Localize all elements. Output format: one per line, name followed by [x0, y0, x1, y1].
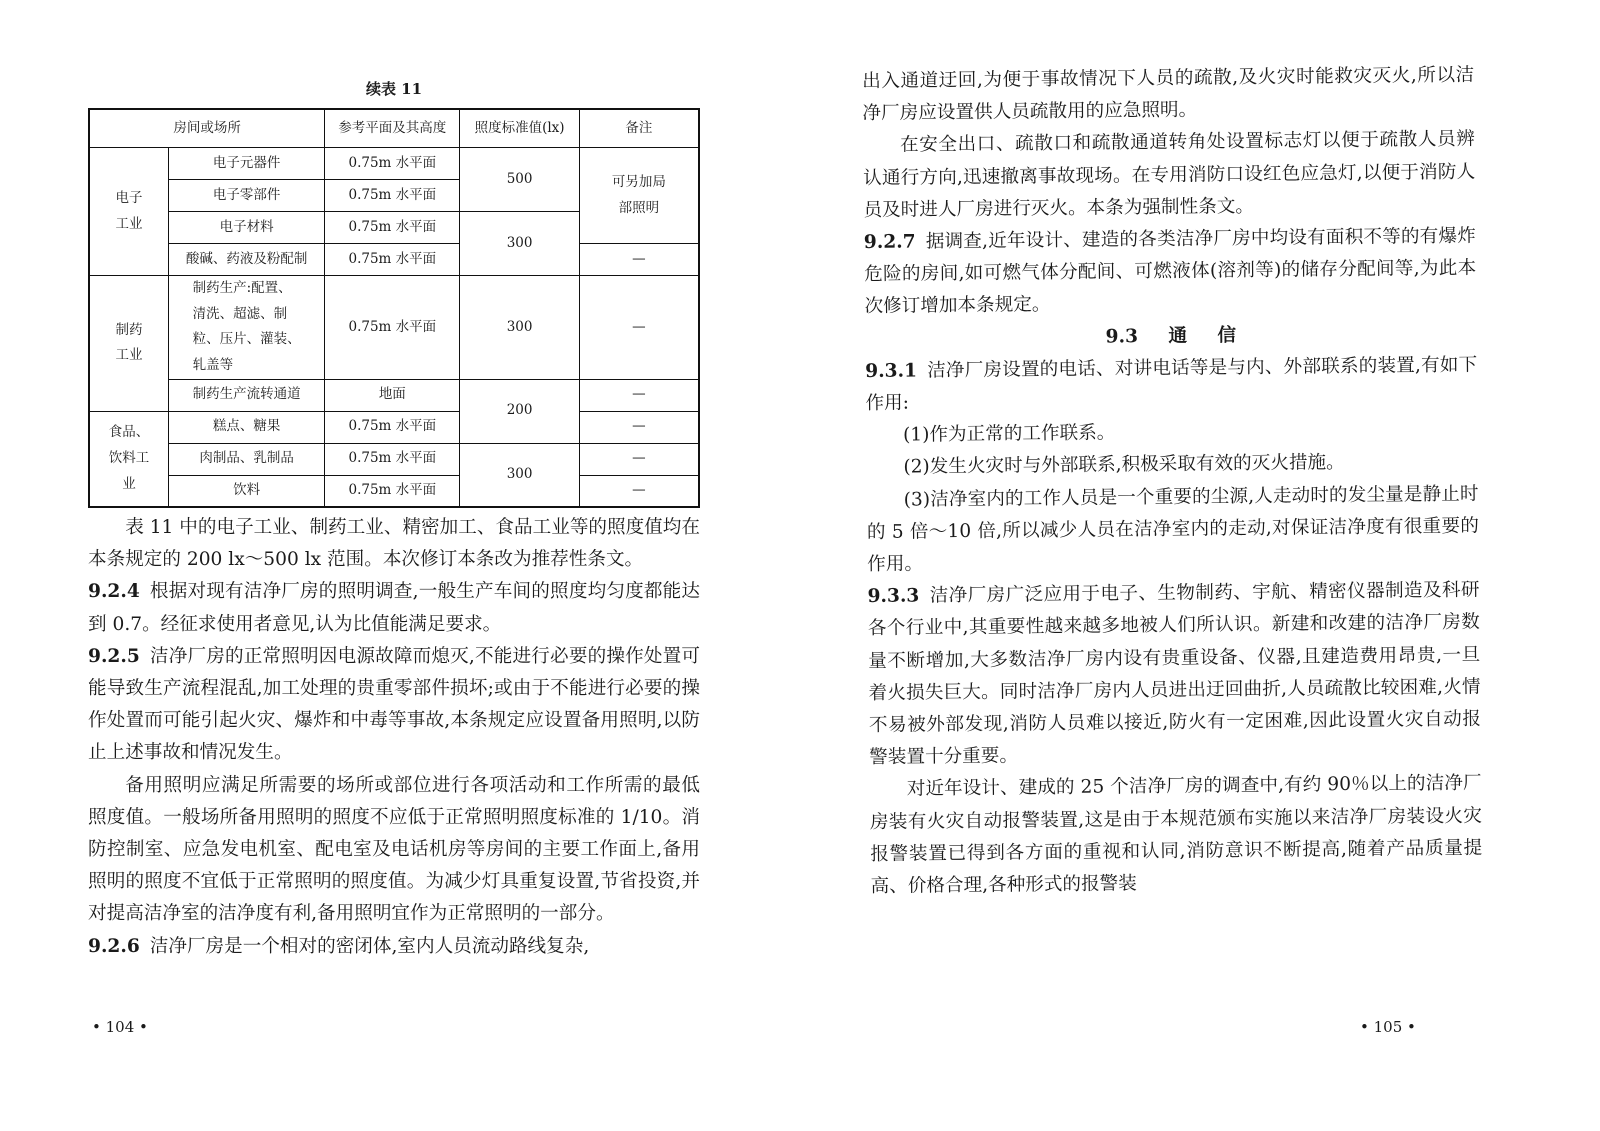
cell-note: —	[579, 244, 699, 276]
paragraph: 对近年设计、建成的 25 个洁净厂房的调查中,有约 90％以上的洁净厂房装有火灾自动报警装置,这是由于本规范颁布实施以来洁净厂房装设火灾报警装置已得到各方面的重视和认同,消防意识不断提高,随着产品质量提高、价格合理,各种形式的报警装	[869, 773, 1483, 898]
table-header-row	[89, 109, 699, 148]
cell-plane: 0.75m 水平面	[325, 276, 460, 380]
cell-plane: 地面	[325, 379, 460, 411]
clause-9-2-6	[88, 931, 700, 963]
clause-text: 据调查,近年设计、建造的各类洁净厂房中均设有面积不等的有爆炸危险的房间,如可燃气体分配间、可燃液体(溶剂等)的储存分配间等,为此本次修订增加本条规定。	[864, 225, 1477, 318]
clause-text: 洁净厂房是一个相对的密闭体,室内人员流动路线复杂,	[149, 935, 590, 957]
cell-room: 电子材料	[168, 212, 324, 244]
cell-note: —	[579, 475, 699, 507]
cell-plane: 0.75m 水平面	[325, 443, 460, 475]
cell-room: 制药生产流转通道	[168, 379, 324, 411]
clause-9-3-3	[867, 575, 1481, 775]
cell-room: 糕点、糖果	[168, 411, 324, 443]
cell-lux: 300	[460, 212, 579, 276]
table-row	[89, 475, 699, 507]
group-electronics: 电子工业	[89, 148, 168, 276]
clause-9-2-7	[864, 221, 1477, 324]
cell-plane: 0.75m 水平面	[325, 148, 460, 180]
cell-room: 制药生产:配置、清洗、超滤、制粒、压片、灌装、轧盖等	[168, 276, 324, 380]
table-row	[89, 411, 699, 443]
left-body-text	[88, 512, 700, 963]
cell-room: 电子元器件	[168, 148, 324, 180]
cell-note: —	[579, 411, 699, 443]
clause-text: 洁净厂房的正常照明因电源故障而熄灭,不能进行必要的操作处置可能导致生产流程混乱,加工处理的贵重零部件损坏;或由于不能进行必要的操作处置而可能引起火灾、爆炸和中毒等事故,本条规定应设置备用照明,以防止上述事故和情况发生。	[88, 645, 700, 764]
clause-number: 9.2.6	[88, 935, 140, 957]
paragraph: 备用照明应满足所需要的场所或部位进行各项活动和工作所需的最低照度值。一般场所备用照明的照度不应低于正常照明照度标准的 1/10。消防控制室、应急发电机室、配电室及电话机房等房间的主要工作面上,备用照明的照度不宜低于正常照明的照度值。为减少灯具重复设置,节省投资,并对提高洁净室的洁净度有利,备用照明宜作为正常照明的一部分。	[88, 774, 700, 925]
group-food: 食品、饮料工业	[89, 411, 168, 507]
cell-lux: 300	[460, 276, 579, 380]
clause-text: 洁净厂房设置的电话、对讲电话等是与内、外部联系的装置,有如下作用:	[865, 354, 1478, 415]
cell-room: 电子零部件	[168, 180, 324, 212]
illuminance-table	[88, 108, 700, 508]
clause-9-2-5	[88, 641, 700, 770]
page-number: • 104 •	[92, 1018, 148, 1036]
cell-lux: 500	[460, 148, 579, 212]
header-plane: 参考平面及其高度	[325, 109, 460, 148]
clause-9-3-1	[865, 349, 1478, 420]
cell-room: 饮料	[168, 475, 324, 507]
list-item: (2)发生火灾时与外部联系,积极采取有效的灭火措施。	[903, 452, 1345, 479]
header-lux: 照度标准值(lx)	[460, 109, 579, 148]
cell-room: 肉制品、乳制品	[168, 443, 324, 475]
clause-9-2-4	[88, 576, 700, 640]
table-row	[89, 443, 699, 475]
group-pharma: 制药工业	[89, 276, 168, 412]
paragraph: 表 11 中的电子工业、制药工业、精密加工、食品工业等的照度值均在本条规定的 200 lx～500 lx 范围。本次修订本条改为推荐性条文。	[88, 517, 700, 571]
paragraph: 在安全出口、疏散口和疏散通道转角处设置标志灯以便于疏散人员辨认通行方向,迅速撤离事故现场。在专用消防口设红色应急灯,以便于消防人员及时进人厂房进行灭火。本条为强制性条文。	[863, 128, 1476, 221]
clause-number: 9.3.3	[867, 585, 920, 608]
section-heading: 9.3 通 信	[1105, 324, 1237, 348]
cell-note: —	[579, 443, 699, 475]
clause-text: 洁净厂房广泛应用于电子、生物制药、宇航、精密仪器制造及科研各个行业中,其重要性越来越多地被人们所认识。新建和改建的洁净厂房数量不断增加,大多数洁净厂房内设有贵重设备、仪器,且建造费用昂贵,一旦着火损失巨大。同时洁净厂房内人员进出迂回曲折,人员疏散比较困难,火情不易被外部发现,消防人员难以接近,防火有一定困难,因此设置火灾自动报警装置十分重要。	[867, 579, 1481, 769]
header-note: 备注	[579, 109, 699, 148]
clause-number: 9.2.5	[88, 645, 140, 667]
right-page	[800, 0, 1600, 1131]
clause-text: 根据对现有洁净厂房的照明调查,一般生产车间的照度均匀度都能达到 0.7。经征求使用者意见,认为比值能满足要求。	[88, 581, 700, 635]
cell-plane: 0.75m 水平面	[325, 411, 460, 443]
clause-number: 9.2.7	[863, 231, 916, 254]
clause-number: 9.2.4	[88, 581, 140, 603]
cell-note: 可另加局部照明	[579, 148, 699, 244]
table-row	[89, 244, 699, 276]
list-item: (3)洁净室内的工作人员是一个重要的尘源,人走动时的发尘量是静止时的 5 倍～10 倍,所以减少人员在洁净室内的走动,对保证洁净度有很重要的作用。	[866, 483, 1479, 576]
cell-lux: 200	[460, 379, 579, 443]
cell-plane: 0.75m 水平面	[325, 212, 460, 244]
cell-note: —	[579, 379, 699, 411]
table-row	[89, 276, 699, 380]
cell-room: 酸碱、药液及粉配制	[168, 244, 324, 276]
cell-note: —	[579, 276, 699, 380]
page-number: • 105 •	[1360, 1018, 1416, 1036]
clause-number: 9.3.1	[865, 360, 918, 382]
table-title: 续表 11	[365, 80, 423, 98]
cell-plane: 0.75m 水平面	[325, 180, 460, 212]
header-room: 房间或场所	[89, 109, 325, 148]
cell-lux: 300	[460, 443, 579, 507]
cell-plane: 0.75m 水平面	[325, 475, 460, 507]
table-row	[89, 148, 699, 180]
list-item: (1)作为正常的工作联系。	[902, 422, 1116, 446]
cell-plane: 0.75m 水平面	[325, 244, 460, 276]
paragraph: 出入通道迂回,为便于事故情况下人员的疏散,及火灾时能救灾灭火,所以洁净厂房应设置供人员疏散用的应急照明。	[862, 64, 1475, 125]
right-body-text	[862, 60, 1483, 904]
left-page	[0, 0, 790, 1131]
table-row	[89, 379, 699, 411]
